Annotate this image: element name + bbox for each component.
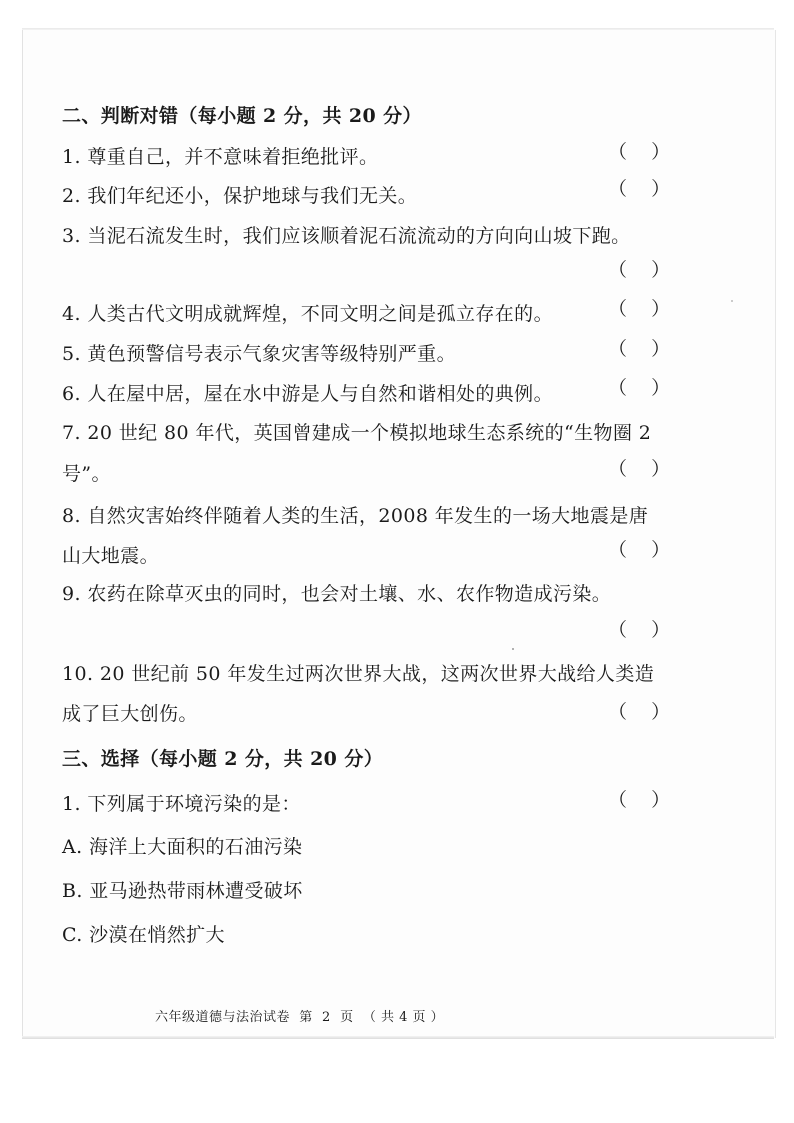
answer-blank-4[interactable]: （ ）	[608, 298, 671, 320]
choice-option-c: C. 沙漠在悄然扩大	[62, 924, 225, 946]
judge-item-1: 1. 尊重自己，并不意味着拒绝批评。	[62, 146, 379, 168]
choice-option-b: B. 亚马逊热带雨林遭受破坏	[62, 880, 303, 902]
judge-item-4: 4. 人类古代文明成就辉煌，不同文明之间是孤立存在的。	[62, 303, 553, 325]
judge-item-5: 5. 黄色预警信号表示气象灾害等级特别严重。	[62, 343, 456, 365]
answer-blank-5[interactable]: （ ）	[608, 338, 671, 360]
scan-speck	[512, 648, 514, 650]
section-3-heading: 三、选择（每小题 2 分，共 20 分）	[62, 748, 384, 770]
answer-blank-8[interactable]: （ ）	[608, 539, 671, 561]
judge-item-8-line-1: 8. 自然灾害始终伴随着人类的生活，2008 年发生的一场大地震是唐	[62, 505, 649, 527]
scan-speck	[731, 300, 733, 302]
judge-item-8-line-2: 山大地震。	[62, 545, 160, 567]
judge-item-10-line-2: 成了巨大创伤。	[62, 703, 198, 725]
choice-option-a: A. 海洋上大面积的石油污染	[62, 836, 303, 858]
judge-item-9: 9. 农药在除草灭虫的同时，也会对土壤、水、农作物造成污染。	[62, 583, 612, 605]
answer-blank-1[interactable]: （ ）	[608, 141, 671, 163]
choice-answer-blank-1[interactable]: （ ）	[608, 789, 671, 811]
judge-item-10-line-1: 10. 20 世纪前 50 年发生过两次世界大战，这两次世界大战给人类造	[62, 663, 655, 685]
answer-blank-7[interactable]: （ ）	[608, 458, 671, 480]
judge-item-7-line-2: 号”。	[62, 463, 111, 485]
page-footer: 六年级道德与法治试卷 第 2 页 （ 共 4 页 ）	[155, 1010, 445, 1025]
answer-blank-6[interactable]: （ ）	[608, 377, 671, 399]
judge-item-3: 3. 当泥石流发生时，我们应该顺着泥石流流动的方向向山坡下跑。	[62, 225, 631, 247]
answer-blank-10[interactable]: （ ）	[608, 701, 671, 723]
section-2-heading: 二、判断对错（每小题 2 分，共 20 分）	[62, 105, 422, 127]
choice-question-1: 1. 下列属于环境污染的是：	[62, 793, 301, 815]
answer-blank-9[interactable]: （ ）	[608, 619, 671, 641]
judge-item-6: 6. 人在屋中居，屋在水中游是人与自然和谐相处的典例。	[62, 383, 553, 405]
answer-blank-3[interactable]: （ ）	[608, 259, 671, 281]
answer-blank-2[interactable]: （ ）	[608, 178, 671, 200]
judge-item-2: 2. 我们年纪还小，保护地球与我们无关。	[62, 185, 418, 207]
judge-item-7-line-1: 7. 20 世纪 80 年代，英国曾建成一个模拟地球生态系统的“生物圈 2	[62, 422, 652, 444]
